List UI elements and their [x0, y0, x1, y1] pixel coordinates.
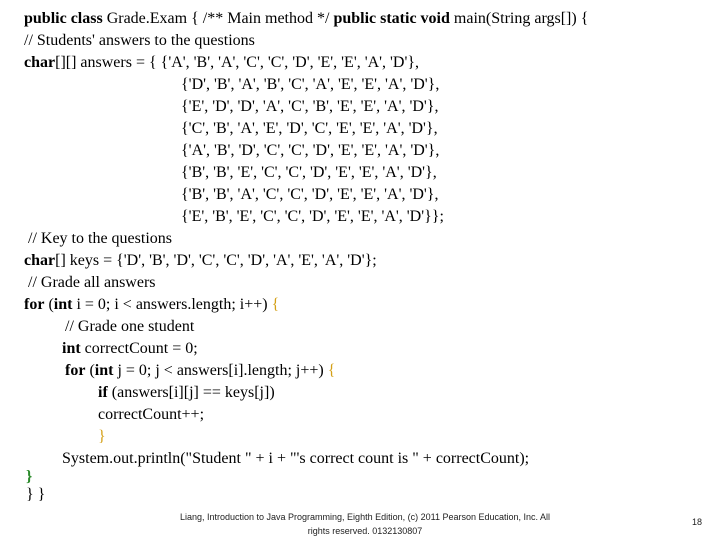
code-comment: // Key to the questions	[28, 230, 172, 247]
footer-line-1: Liang, Introduction to Java Programming, Eighth Edition, (c) 2011 Pearson Education, Inc. All	[179, 512, 551, 522]
keyword: if	[98, 384, 108, 401]
close-braces: } }	[26, 486, 46, 503]
keyword: for	[24, 296, 45, 313]
code-line-outer-for	[24, 294, 279, 316]
code-line-increment: correctCount++;	[98, 406, 205, 423]
code-line-correct-count-init	[62, 338, 198, 360]
code-text: main(String args[]) {	[449, 10, 589, 27]
page-number: 18	[691, 517, 702, 527]
code-text: correctCount = 0;	[80, 340, 198, 357]
code-line-class-declaration	[24, 8, 588, 30]
code-text: (	[44, 296, 54, 313]
code-line-answers-row: {'D', 'B', 'A', 'B', 'C', 'A', 'E', 'E', 'A', 'D'},	[181, 76, 440, 93]
keyword: int	[62, 340, 81, 357]
keyword: char	[24, 252, 56, 269]
code-text: (	[85, 362, 95, 379]
keyword: char	[24, 54, 56, 71]
code-line-answers-row: {'B', 'B', 'E', 'C', 'C', 'D', 'E', 'E', 'A', 'D'},	[181, 164, 437, 181]
code-line-answers-row: {'A', 'B', 'D', 'C', 'C', 'D', 'E', 'E', 'A', 'D'},	[181, 142, 440, 159]
keyword: public static void	[333, 10, 450, 27]
footer-line-2: rights reserved. 0132130807	[307, 526, 423, 536]
keyword: int	[94, 362, 114, 379]
keyword: public class	[24, 10, 103, 27]
code-line-answers-row: {'B', 'B', 'A', 'C', 'C', 'D', 'E', 'E', 'A', 'D'},	[181, 186, 439, 203]
copyright-footer	[145, 510, 585, 538]
code-line-answers-row: {'E', 'D', 'D', 'A', 'C', 'B', 'E', 'E', 'A', 'D'},	[181, 98, 439, 115]
code-comment: // Grade all answers	[28, 274, 156, 291]
code-line-keys-declaration	[24, 250, 377, 272]
code-comment: // Grade one student	[65, 318, 195, 335]
open-brace: {	[271, 296, 280, 313]
open-brace: {	[327, 362, 336, 379]
code-line-println: System.out.println("Student " + i + "'s correct count is " + correctCount);	[62, 450, 530, 467]
code-line-if	[98, 382, 275, 404]
code-text: [] keys = {'D', 'B', 'D', 'C', 'C', 'D', 'A', 'E', 'A', 'D'};	[55, 252, 377, 269]
close-brace: }	[98, 428, 106, 445]
keyword: for	[65, 362, 86, 379]
code-text: j = 0; j < answers[i].length; j++)	[113, 362, 328, 379]
code-line-answers-row: {'E', 'B', 'E', 'C', 'C', 'D', 'E', 'E', 'A', 'D'}};	[181, 208, 444, 225]
code-text: Grade.Exam { /** Main method */	[102, 10, 334, 27]
code-text: i = 0; i < answers.length; i++)	[72, 296, 272, 313]
close-brace: }	[26, 468, 33, 485]
code-line-answers-declaration	[24, 52, 419, 74]
code-text: [][] answers = { {'A', 'B', 'A', 'C', 'C', 'D', 'E', 'E', 'A', 'D'},	[55, 54, 420, 71]
code-line-inner-for	[65, 360, 335, 382]
code-comment: // Students' answers to the questions	[24, 32, 255, 49]
code-line-answers-row: {'C', 'B', 'A', 'E', 'D', 'C', 'E', 'E', 'A', 'D'},	[181, 120, 438, 137]
code-text: (answers[i][j] == keys[j])	[107, 384, 275, 401]
keyword: int	[53, 296, 73, 313]
